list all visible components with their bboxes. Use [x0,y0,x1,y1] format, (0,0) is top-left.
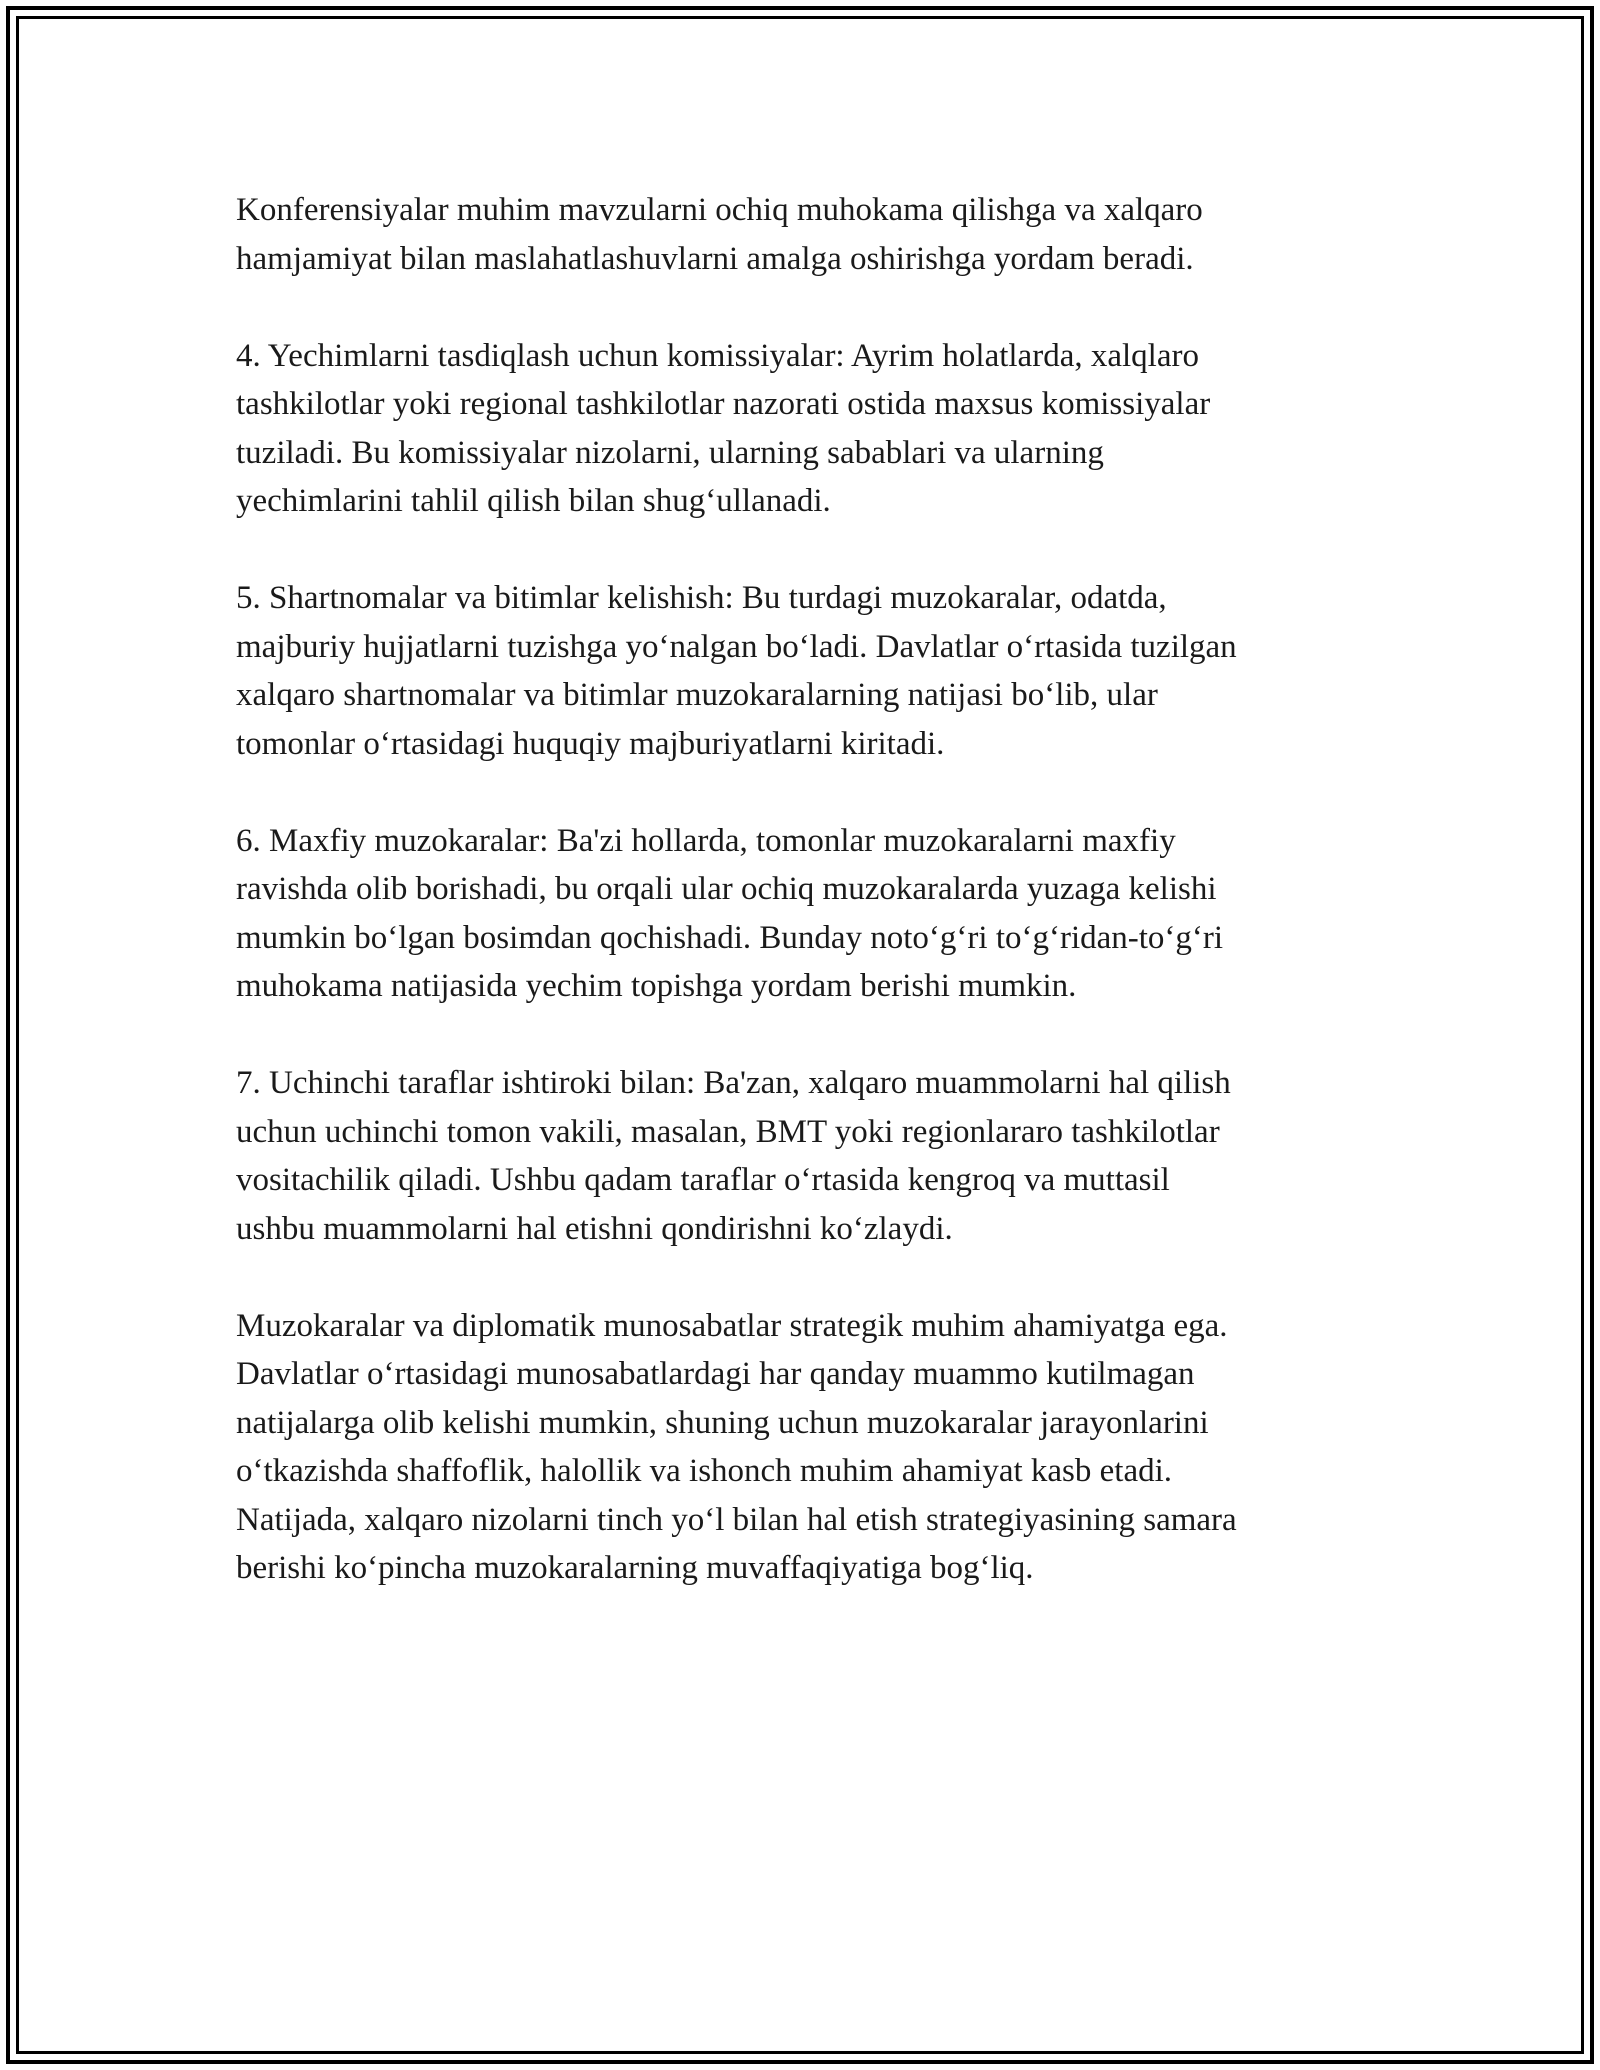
document-body [236,186,1366,1641]
paragraph-conferences: Konferensiyalar muhim mavzularni ochiq muhokama qilishga va xalqaro hamjamiyat bilan maslahatlashuvlarni amalga oshirishga yordam beradi. [236,192,1203,277]
paragraph-item-6-secret-negotiations: 6. Maxfiy muzokaralar: Ba'zi hollarda, tomonlar muzokaralarni maxfiy ravishda olib borishadi, bu orqali ular ochiq muzokaralarda yuzaga kelishi mumkin bo‘lgan bosimdan qochishadi. Bunday noto‘g‘ri to‘g‘ridan-to‘g‘ri muhokama natijasida yechim topishga yordam berishi mumkin. [236,822,1224,1004]
paragraph-item-4-commissions: 4. Yechimlarni tasdiqlash uchun komissiyalar: Ayrim holatlarda, xalqlaro tashkilotlar yoki regional tashkilotlar nazorati ostida maxsus komissiyalar tuziladi. Bu komissiyalar nizolarni, ularning sabablari va ularning yechimlarini tahlil qilish bilan shug‘ullanadi. [236,337,1211,519]
paragraph-item-7-third-parties: 7. Uchinchi taraflar ishtiroki bilan: Ba'zan, xalqaro muammolarni hal qilish uchun uchinchi tomon vakili, masalan, BMT yoki regionlararo tashkilotlar vositachilik qiladi. Ushbu qadam taraflar o‘rtasida kengroq va muttasil ushbu muammolarni hal etishni qondirishni ko‘zlaydi. [236,1065,1231,1247]
paragraph-conclusion: Muzokaralar va diplomatik munosabatlar strategik muhim ahamiyatga ega. Davlatlar o‘rtasidagi munosabatlardagi har qanday muammo kutilmagan natijalarga olib kelishi mumkin, shuning uchun muzokaralar jarayonlarini o‘tkazishda shaffoflik, halollik va ishonch muhim ahamiyat kasb etadi. Natijada, xalqaro nizolarni tinch yo‘l bilan hal etish strategiyasining samara berishi ko‘pincha muzokaralarning muvaffaqiyatiga bog‘liq. [236,1307,1237,1586]
paragraph-item-5-treaties: 5. Shartnomalar va bitimlar kelishish: Bu turdagi muzokaralar, odatda, majburiy hujjatlarni tuzishga yo‘nalgan bo‘ladi. Davlatlar o‘rtasida tuzilgan xalqaro shartnomalar va bitimlar muzokaralarning natijasi bo‘lib, ular tomonlar o‘rtasidagi huquqiy majburiyatlarni kiritadi. [236,580,1237,762]
